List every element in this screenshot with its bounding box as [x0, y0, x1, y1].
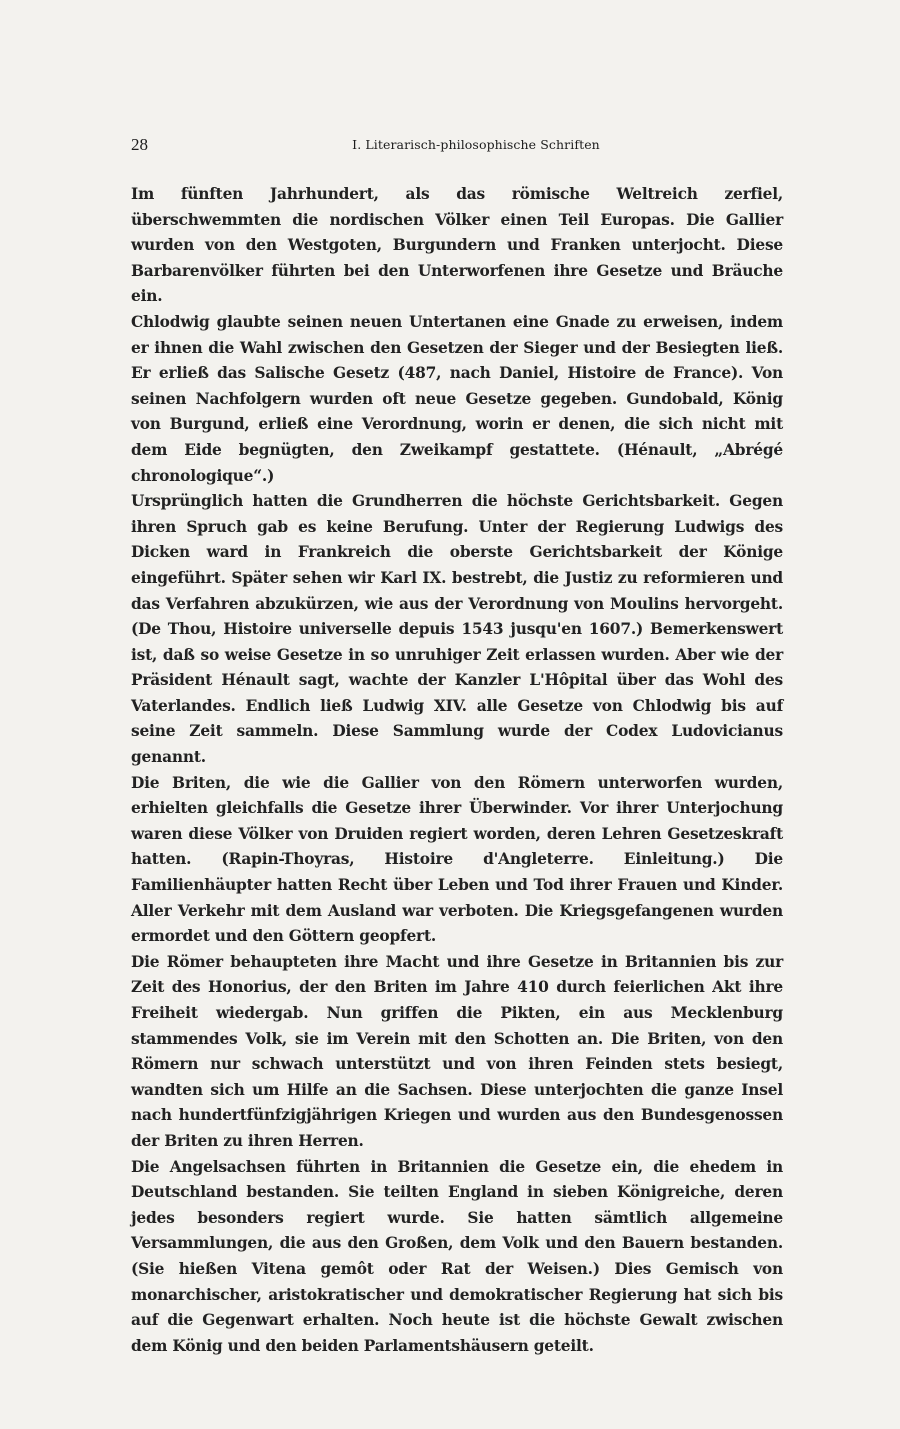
paragraph-1: Im fünften Jahrhundert, als das römische Weltreich zerfiel, überschwemmten die nordischen Völker einen Teil Europas. Die Gallier wurden von den Westgoten, Burgundern und Franken unterjocht. Diese Barbarenvölker führten bei den Unterworfenen ihre Gesetze und Bräuche ein. — [131, 185, 783, 306]
page-number: 28 — [131, 135, 148, 154]
paragraph-3: Ursprünglich hatten die Grundherren die höchste Gerichtsbarkeit. Gegen ihren Spruch gab es keine Berufung. Unter der Regierung Ludwigs des Dicken ward in Frankreich die oberste Gerichtsbarkeit der Könige eingeführt. Später sehen wir Karl IX. bestrebt, die Justiz zu reformieren und das Verfahren abzukürzen, wie aus der Verordnung von Moulins hervorgeht. (De Thou, Histoire universelle depuis 1543 jusqu'en 1607.) Bemerkenswert ist, daß so weise Gesetze in so unruhiger Zeit erlassen wurden. Aber wie der Präsident Hénault sagt, wachte der Kanzler L'Hôpital über das Wohl des Vaterlandes. Endlich ließ Ludwig XIV. alle Gesetze von Chlodwig bis auf seine Zeit sammeln. Diese Sammlung wurde der Codex Ludovicianus genannt. — [131, 492, 783, 767]
body-text — [131, 182, 783, 1359]
paragraph-5: Die Römer behaupteten ihre Macht und ihre Gesetze in Britannien bis zur Zeit des Honorius, der den Briten im Jahre 410 durch feierlichen Akt ihre Freiheit wiedergab. Nun griffen die Pikten, ein aus Mecklenburg stammendes Volk, sie im Verein mit den Schotten an. Die Briten, von den Römern nur schwach unterstützt und von ihren Feinden stets besiegt, wandten sich um Hilfe an die Sachsen. Diese unterjochten die ganze Insel nach hundertfünfzigjährigen Kriegen und wurden aus den Bundesgenossen der Briten zu ihren Herren. — [131, 952, 783, 1150]
paragraph-2: Chlodwig glaubte seinen neuen Untertanen eine Gnade zu erweisen, indem er ihnen die Wahl zwischen den Gesetzen der Sieger und der Besiegten ließ. Er erließ das Salische Gesetz (487, nach Daniel, Histoire de France). Von seinen Nachfolgern wurden oft neue Gesetze gegeben. Gundobald, König von Burgund, erließ eine Verordnung, worin er denen, die sich nicht mit dem Eide begnügten, den Zweikampf gestattete. (Hénault, „Abrégé chronologique“.) — [131, 312, 783, 485]
paragraph-4: Die Briten, die wie die Gallier von den Römern unterworfen wurden, erhielten gleichfalls die Gesetze ihrer Überwinder. Vor ihrer Unterjochung waren diese Völker von Druiden regiert worden, deren Lehren Gesetzeskraft hatten. (Rapin-Thoyras, Histoire d'Angleterre. Einleitung.) Die Familienhäupter hatten Recht über Leben und Tod ihrer Frauen und Kinder. Aller Verkehr mit dem Ausland war verboten. Die Kriegsgefangenen wurden ermordet und den Göttern geopfert. — [131, 773, 783, 946]
running-title: I. Literarisch-philosophische Schriften — [352, 137, 600, 152]
paragraph-6: Die Angelsachsen führten in Britannien die Gesetze ein, die ehedem in Deutschland bestanden. Sie teilten England in sieben Königreiche, deren jedes besonders regiert wurde. Sie hatten sämtlich allgemeine Versammlungen, die aus den Großen, dem Volk und den Bauern bestanden. (Sie hießen Vitena gemôt oder Rat der Weisen.) Dies Gemisch von monarchischer, aristokratischer und demokratischer Regierung hat sich bis auf die Gegenwart erhalten. Noch heute ist die höchste Gewalt zwischen dem König und den beiden Parlamentshäusern geteilt. — [131, 1157, 783, 1355]
running-head — [131, 134, 779, 158]
